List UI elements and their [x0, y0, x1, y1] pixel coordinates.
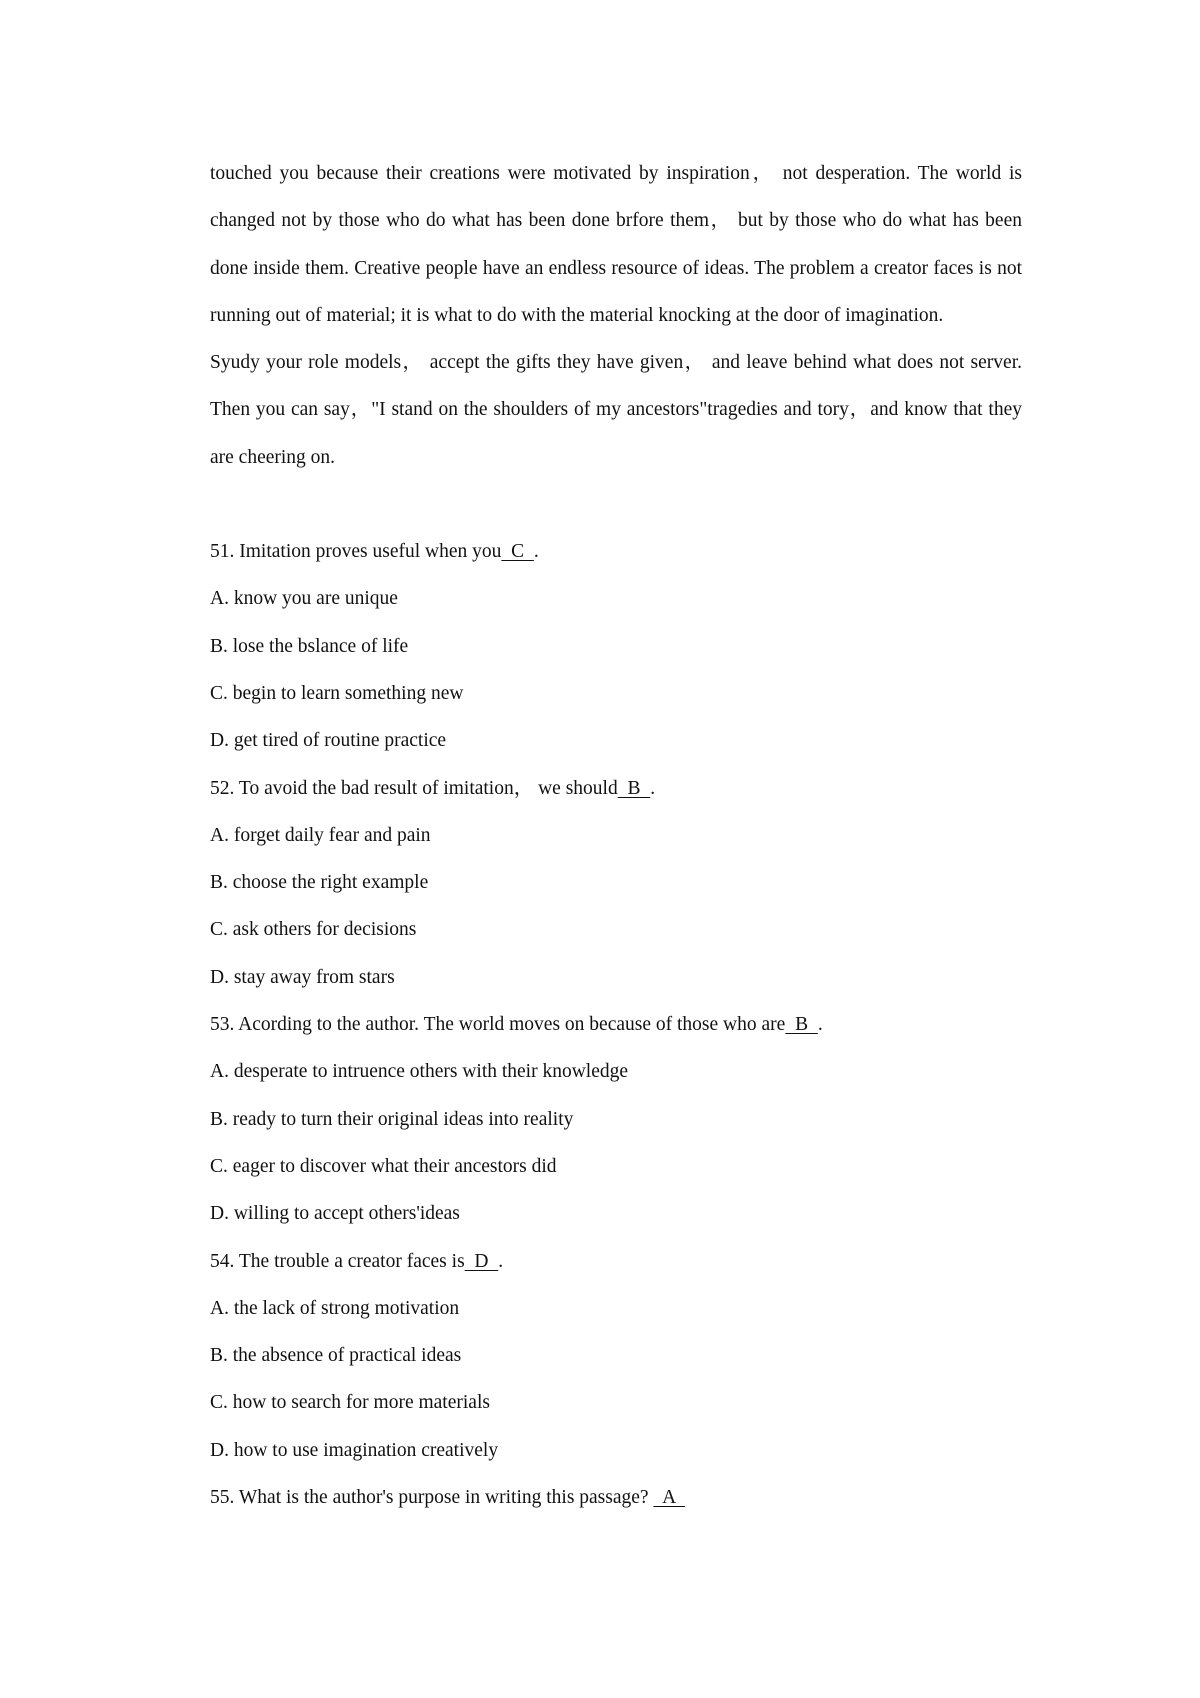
option-a: A. forget daily fear and pain: [210, 824, 431, 846]
answer-blank: B: [617, 777, 651, 799]
section-spacer: [210, 481, 1022, 528]
option-c: C. how to search for more materials: [210, 1392, 490, 1414]
option-a: A. the lack of strong motivation: [210, 1297, 460, 1319]
option-d: D. how to use imagination creatively: [210, 1439, 499, 1461]
option-c: C. begin to learn something new: [210, 682, 464, 704]
question-stem: 52. To avoid the bad result of imitation， we should B .: [210, 765, 1022, 812]
option-b: B. ready to turn their original ideas into reality: [210, 1108, 574, 1130]
question-stem: 53. Acording to the author. The world moves on because of those who are B .: [210, 1001, 1022, 1048]
question-stem: 55. What is the author's purpose in writing this passage? A: [210, 1474, 1022, 1521]
question-stem: 51. Imitation proves useful when you C .: [210, 528, 1022, 575]
question-stem: 54. The trouble a creator faces is D .: [210, 1238, 1022, 1285]
option-c: C. eager to discover what their ancestors did: [210, 1155, 557, 1177]
option-c: C. ask others for decisions: [210, 919, 417, 941]
option-b: B. lose the bslance of life: [210, 635, 409, 657]
option-d: D. willing to accept others'ideas: [210, 1203, 460, 1225]
question-55: [210, 1474, 1022, 1521]
question-54: [210, 1238, 1022, 1474]
answer-blank: B: [785, 1014, 818, 1036]
option-a: A. know you are unique: [210, 588, 398, 610]
passage-paragraph-1: touched you because their creations were motivated by inspiration， not desperation. The world is changed not by those who do what has been done brfore them， but by those who do what has been done inside them. Creative people have an endless resource of ideas. The problem a creator faces is not running out of material; it is what to do with the material knocking at the door of imagination.: [210, 163, 1022, 326]
answer-blank: C: [501, 541, 534, 563]
option-b: B. the absence of practical ideas: [210, 1345, 462, 1367]
option-d: D. get tired of routine practice: [210, 730, 447, 752]
document-page: [210, 150, 1022, 1521]
option-d: D. stay away from stars: [210, 966, 395, 988]
question-52: [210, 765, 1022, 1001]
question-51: [210, 528, 1022, 764]
option-a: A. desperate to intruence others with their knowledge: [210, 1061, 629, 1083]
answer-blank: A: [653, 1487, 685, 1509]
answer-blank: D: [464, 1250, 499, 1272]
passage-paragraph-2: Syudy your role models， accept the gifts they have given， and leave behind what does not server. Then you can say，"I stand on the shoulders of my ancestors"tragedies and tory，and know that they are cheering on.: [210, 352, 1022, 468]
question-53: [210, 1001, 1022, 1237]
option-b: B. choose the right example: [210, 872, 429, 894]
